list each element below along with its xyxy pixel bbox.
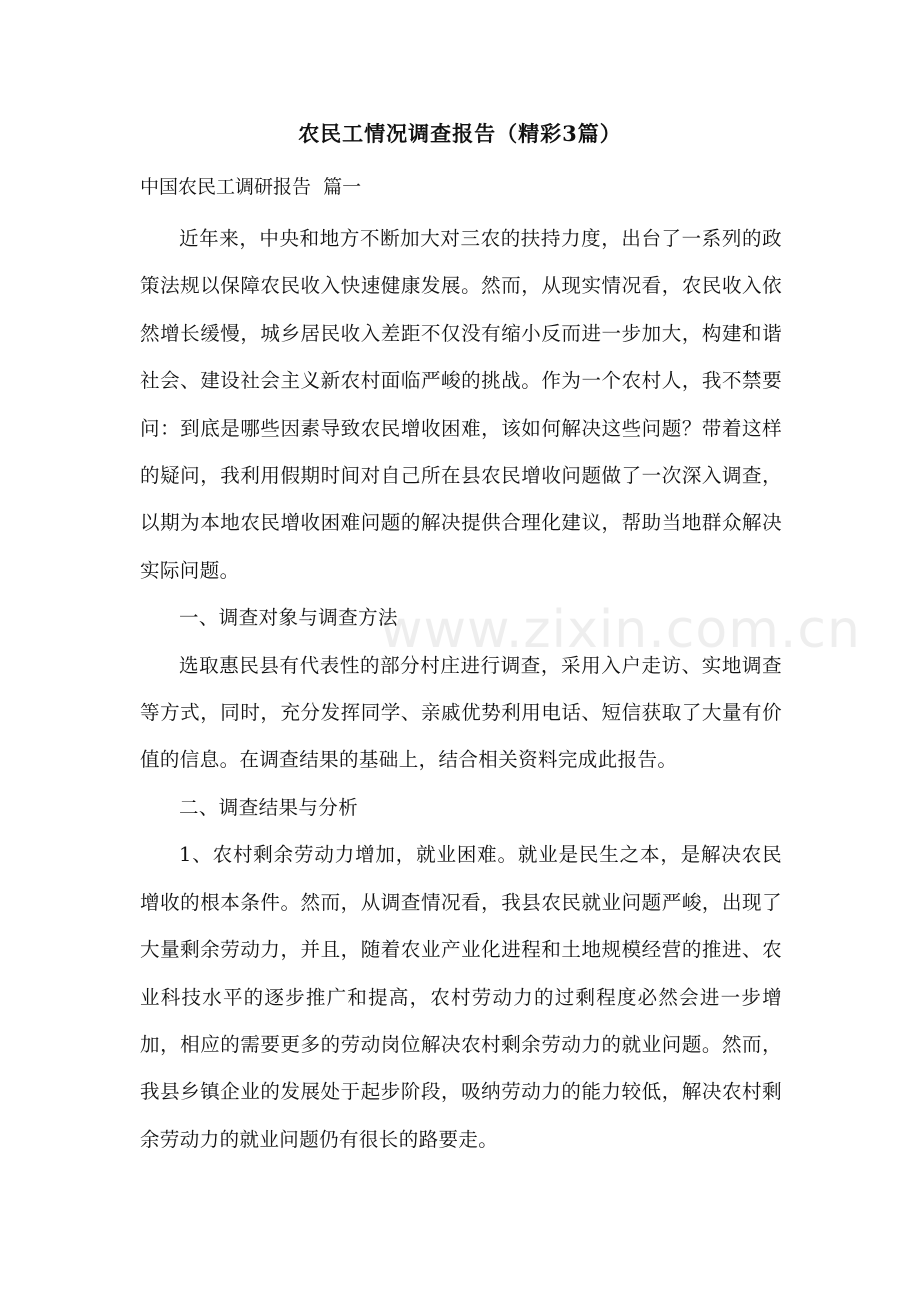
section-heading-results: 二、调查结果与分析 xyxy=(179,795,359,819)
document-title: 农民工情况调查报告（精彩3篇） xyxy=(298,121,622,146)
section-heading-method: 一、调查对象与调查方法 xyxy=(179,606,398,630)
section-subheading: 中国农民工调研报告 篇一 xyxy=(140,176,362,198)
paragraph-method: 选取惠民县有代表性的部分村庄进行调查，采用入户走访、实地调查等方式，同时，充分发挥同学、亲戚优势利用电话、短信获取了大量有价值的信息。在调查结果的基础上，结合相关资料完成此报告。 xyxy=(140,653,782,772)
watermark: www.zixin.com.cn xyxy=(380,600,861,660)
paragraph-results-1: 1、农村剩余劳动力增加，就业困难。就业是民生之本，是解决农民增收的根本条件。然而，从调查情况看，我县农民就业问题严峻，出现了大量剩余劳动力，并且，随着农业产业化进程和土地规模经营的推进、农业科技水平的逐步推广和提高，农村劳动力的过剩程度必然会进一步增加，相应的需要更多的劳动岗位解决农村剩余劳动力的就业问题。然而，我县乡镇企业的发展处于起步阶段，吸纳劳动力的能力较低，解决农村剩余劳动力的就业问题仍有很长的路要走。 xyxy=(140,843,782,1151)
paragraph-intro: 近年来，中央和地方不断加大对三农的扶持力度，出台了一系列的政策法规以保障农民收入快速健康发展。然而，从现实情况看，农民收入依然增长缓慢，城乡居民收入差距不仅没有缩小反而进一步加大，构建和谐社会、建设社会主义新农村面临严峻的挑战。作为一个农村人，我不禁要问：到底是哪些因素导致农民增收困难，该如何解决这些问题？带着这样的疑问，我利用假期时间对自己所在县农民增收问题做了一次深入调查，以期为本地农民增收困难问题的解决提供合理化建议，帮助当地群众解决实际问题。 xyxy=(140,227,782,582)
document-body xyxy=(140,215,782,1163)
